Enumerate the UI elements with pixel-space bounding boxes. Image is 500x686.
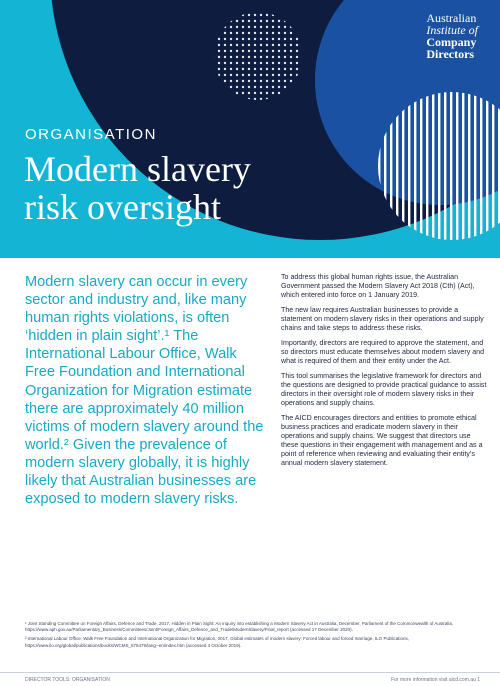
footnote: ¹ Joint Standing Committee on Foreign Affairs, Defence and Trade, 2017, Hidden in Plain Sight: An inquiry into establishing a Modern Slavery Act in Australia, December, Parliament of the Commonwealth of Australia, https://www.aph.gov.au/Parliamentary_Business/Committees/Joint/Foreign_Affairs_Defence_and_Trade/ModernSlavery/Final_report (accessed 17 December 2020). [25, 621, 454, 633]
logo-line: Company [426, 35, 477, 49]
footer-right: For more information visit aicd.com.au 1 [391, 677, 480, 683]
logo-line: Australian [426, 11, 477, 25]
dotted-circle [214, 12, 302, 100]
page-title [24, 150, 251, 226]
aicd-logo [426, 12, 478, 60]
logo-line: Institute of [426, 23, 478, 37]
body-paragraph: The AICD encourages directors and entities to promote ethical business practices and eradicate modern slavery in their operations and supply chains. We suggest that directors use these questions in their engagement with management and as a point of reference when reviewing and evaluating their entity’s annual modern slavery statement. [281, 414, 483, 467]
header-banner [0, 0, 500, 258]
footnotes [25, 621, 480, 652]
body-paragraph: The new law requires Australian businesses to provide a statement on modern slavery risks in their operations and supply chains and take steps to address these risks. [281, 306, 484, 332]
footer-divider [0, 672, 500, 673]
lead-paragraph: Modern slavery can occur in every sector and industry and, like many human rights violations, is often ‘hidden in plain sight’.¹ The International Labour Office, Walk Free Foundation and International Organization for Migration estimate there are approximately 40 million victims of modern slavery around the world.² Given the prevalence of modern slavery globally, it is highly likely that Australian businesses are exposed to modern slavery risks. [25, 274, 264, 508]
title-line: risk oversight [24, 187, 221, 227]
body-paragraph: Importantly, directors are required to approve the statement, and so directors must educate themselves about modern slavery and what is required of them and their entity under the Act. [281, 339, 485, 365]
section-kicker: ORGANISATION [25, 126, 157, 143]
logo-line: Directors [426, 47, 475, 61]
body-paragraph: This tool summarises the legislative framework for directors and the questions are designed to provide practical guidance to assist directors in their oversight role of modern slavery risks in their operations and supply chains. [281, 372, 487, 407]
body-paragraph: To address this global human rights issue, the Australian Government passed the Modern Slavery Act 2018 (Cth) (Act), which entered into force on 1 January 2019. [281, 273, 475, 299]
footnote: ² International Labour Office, Walk Free Foundation and International Organization for Migration, 2017, Global estimates of modern slavery: Forced labour and forced marriage, ILO Publications, https://www.ilo.org/global/publications/books/WCMS_575479/lang--en/index.htm (accessed 4 October 2019). [25, 636, 409, 648]
right-column [281, 273, 487, 474]
footer-left: DIRECTOR TOOLS: ORGANISATION [25, 677, 110, 683]
page-footer [25, 677, 480, 683]
title-line: Modern slavery [24, 149, 251, 189]
